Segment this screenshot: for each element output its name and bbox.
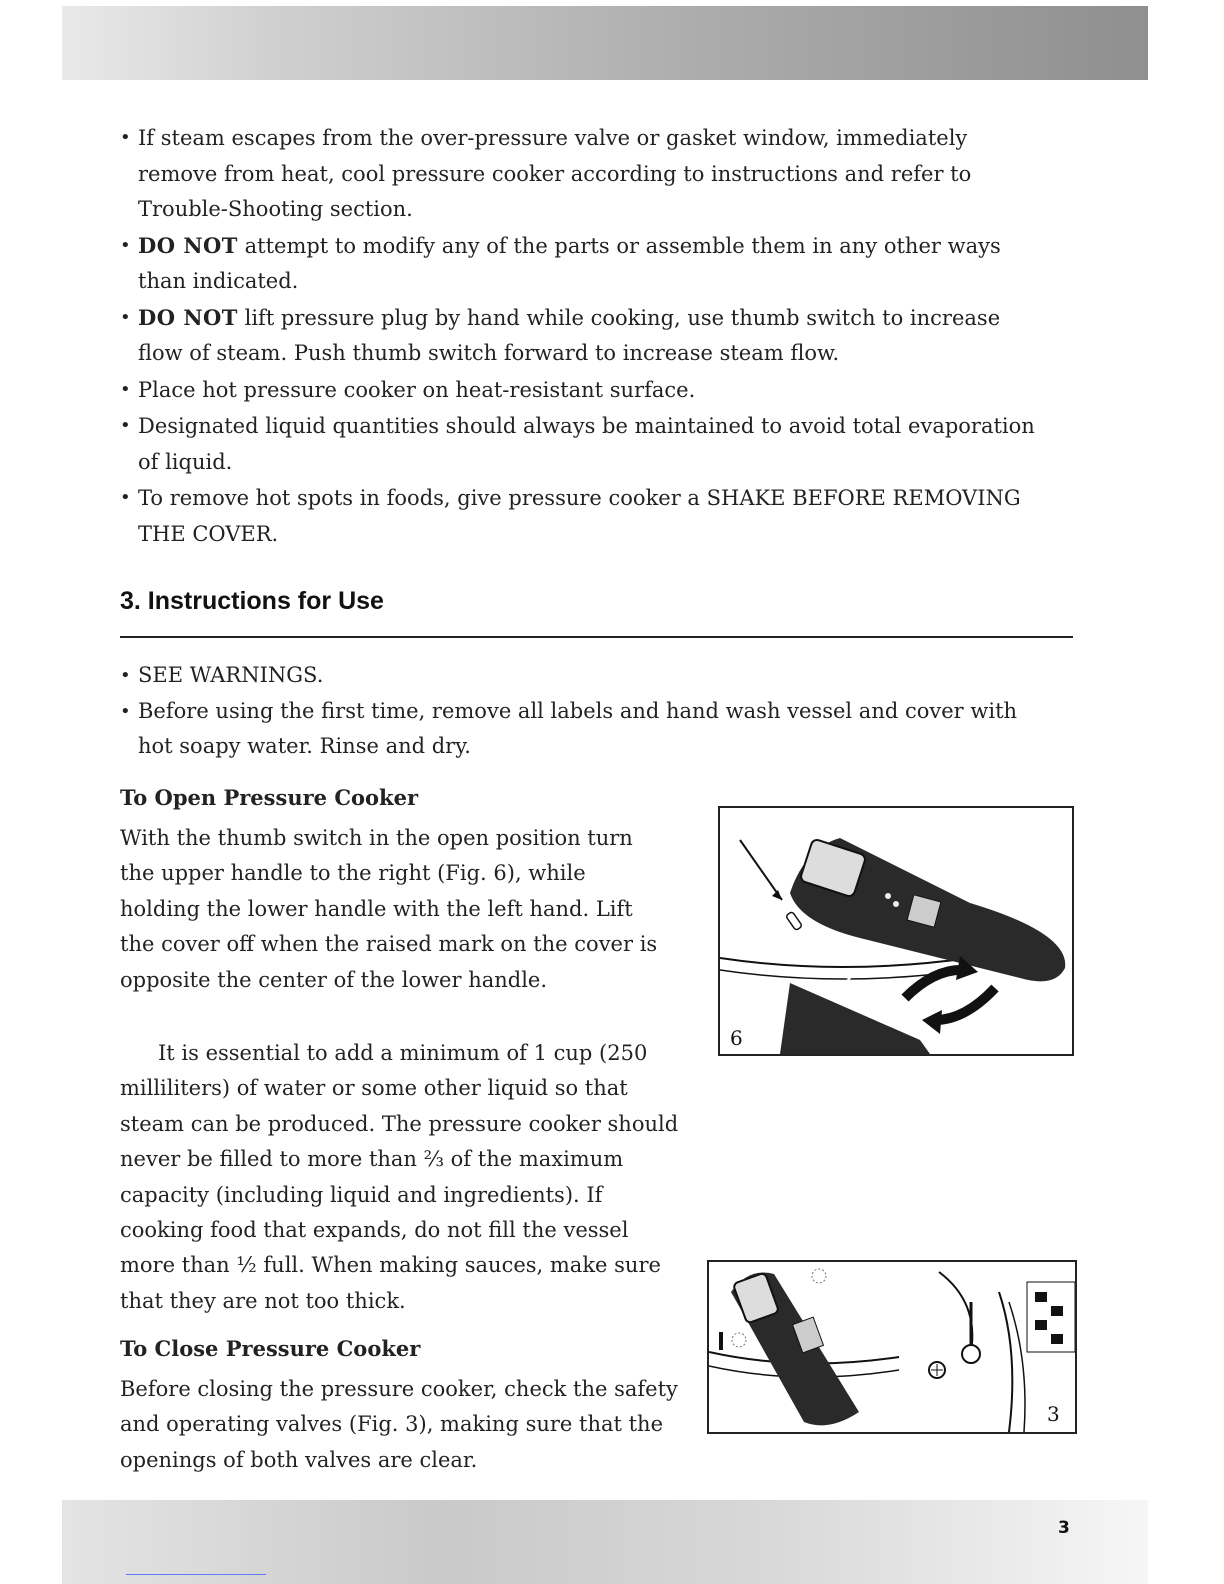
warning-text: lift pressure plug by hand while cooking, use thumb switch to increase flow of steam. Push thumb switch forward to increase steam flow. bbox=[138, 305, 1001, 365]
warnings-list bbox=[120, 120, 1050, 552]
figure-6 bbox=[718, 806, 1074, 1056]
close-paragraph: Before closing the pressure cooker, check the safety and operating valves (Fig. 3), making sure that the openings of both valves are clear. bbox=[120, 1377, 678, 1472]
warning-text: Designated liquid quantities should always be maintained to avoid total evaporation of liquid. bbox=[138, 414, 1035, 474]
section-divider bbox=[120, 636, 1073, 638]
footer-band bbox=[62, 1500, 1148, 1584]
open-paragraph-2: It is essential to add a minimum of 1 cup (250 milliliters) of water or some other liquid so that steam can be produced. The pressure cooker should never be filled to more than ⅔ of the maximum capacity (including liquid and ingredients). If cooking food that expands, do not fill the vessel more than ½ full. When making sauces, make sure that they are not too thick. bbox=[120, 1041, 679, 1313]
open-paragraph-1: With the thumb switch in the open position turn the upper handle to the right (Fig. 6), while holding the lower handle with the left hand. Lift the cover off when the raised mark on the cover is opposite the center of the lower handle. bbox=[120, 826, 658, 992]
warning-item bbox=[120, 300, 1050, 372]
figure-label: 3 bbox=[1047, 1402, 1060, 1426]
warning-item bbox=[120, 408, 1050, 480]
pressure-cooker-open-illustration bbox=[720, 808, 1072, 1054]
pressure-cooker-valves-illustration bbox=[709, 1262, 1075, 1432]
figure-3 bbox=[707, 1260, 1077, 1434]
warning-item bbox=[120, 120, 1050, 228]
header-band bbox=[62, 6, 1148, 80]
figure-label: 6 bbox=[730, 1026, 743, 1050]
warning-text: Place hot pressure cooker on heat-resistant surface. bbox=[138, 377, 696, 402]
section-heading: 3. Instructions for Use bbox=[120, 587, 384, 615]
footer-underline bbox=[126, 1574, 266, 1575]
warning-text: To remove hot spots in foods, give pressure cooker a SHAKE BEFORE REMOVING THE COVER. bbox=[138, 486, 1021, 546]
warning-lead: DO NOT bbox=[138, 304, 238, 330]
section-bullet: • Before using the first time, remove all labels and hand wash vessel and cover with hot soapy water. Rinse and dry. bbox=[120, 694, 1050, 765]
section-bullets bbox=[120, 658, 1050, 765]
warning-item bbox=[120, 480, 1050, 552]
close-heading: To Close Pressure Cooker bbox=[120, 1336, 421, 1361]
open-heading: To Open Pressure Cooker bbox=[120, 785, 419, 810]
warning-text: attempt to modify any of the parts or assemble them in any other ways than indicated. bbox=[138, 233, 1001, 293]
warning-text: If steam escapes from the over-pressure valve or gasket window, immediately remove from heat, cool pressure cooker according to instructions and refer to Trouble-Shooting section. bbox=[138, 126, 972, 221]
warning-item bbox=[120, 228, 1050, 300]
warning-item bbox=[120, 372, 1050, 409]
section-bullet: • SEE WARNINGS. bbox=[120, 658, 1050, 694]
page-number: 3 bbox=[1058, 1518, 1070, 1538]
warning-lead: DO NOT bbox=[138, 232, 238, 258]
